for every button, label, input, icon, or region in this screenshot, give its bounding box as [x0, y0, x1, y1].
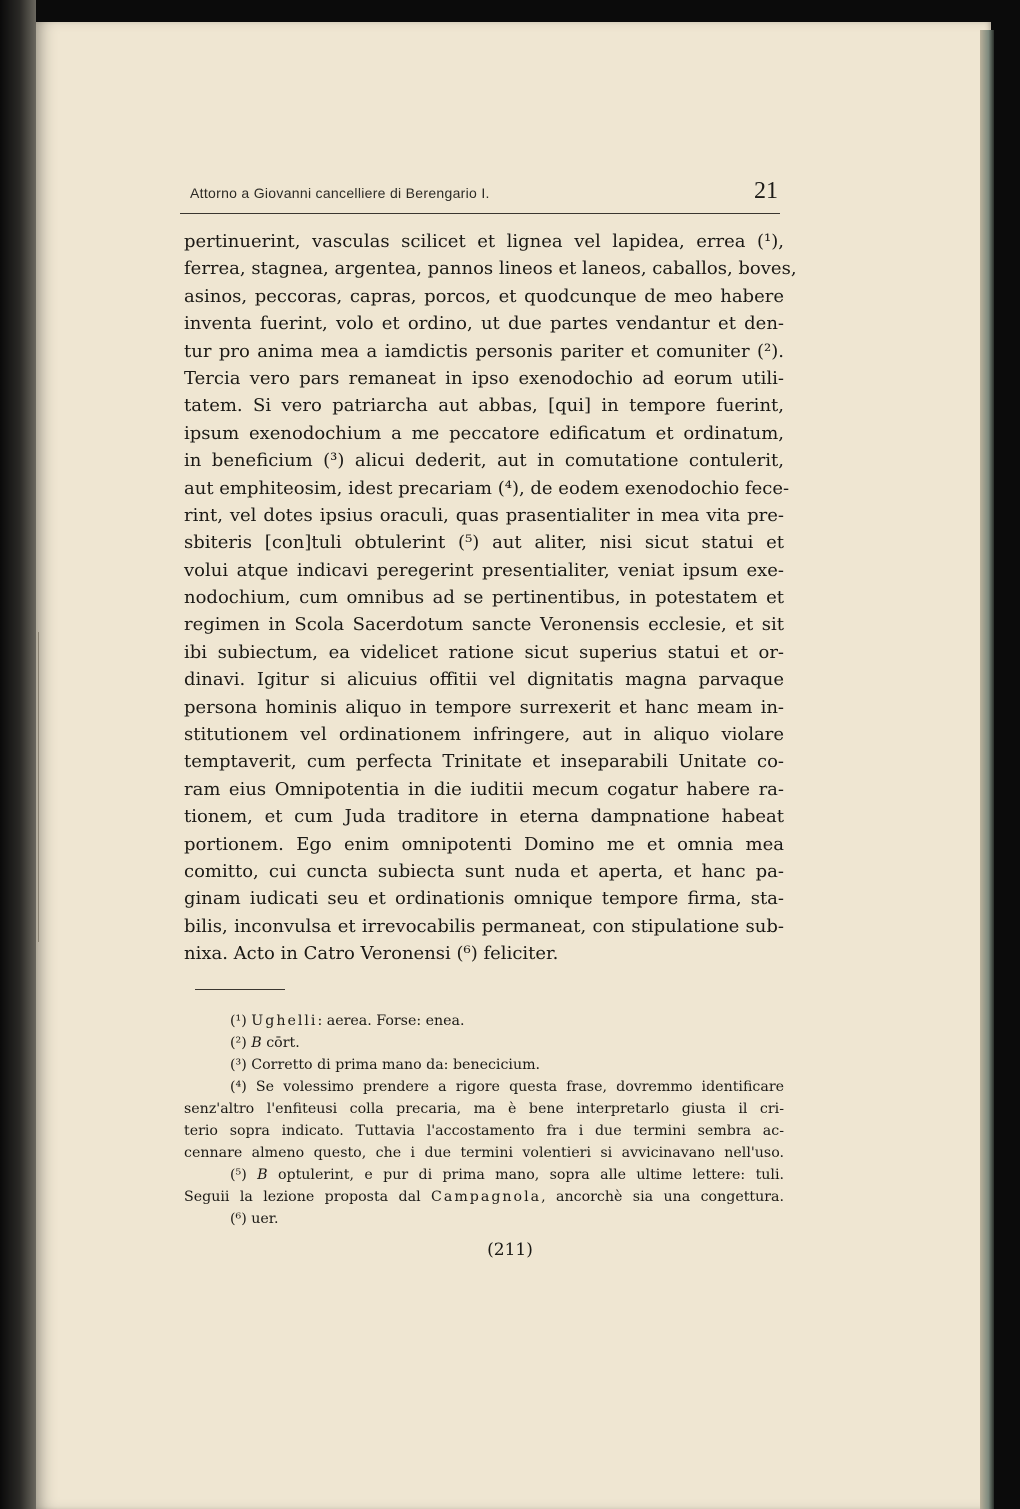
footnote-text: , ancorchè sia una congettura.	[541, 1189, 785, 1205]
footnote-mark: (¹)	[230, 1013, 247, 1029]
text-line: temptaverit, cum perfecta Trinitate et inseparabili Unitate co-	[184, 751, 784, 773]
page-number: 21	[754, 178, 778, 204]
footnote-mark: (⁵)	[230, 1167, 247, 1183]
signature-mark: (211)	[487, 1240, 533, 1260]
text-line: persona hominis aliquo in tempore surrexerit et hanc meam in-	[184, 696, 784, 718]
footnote-text: Seguii la lezione proposta dal	[184, 1189, 432, 1205]
text-line: comitto, cui cuncta subiecta sunt nuda et aperta, et hanc pa-	[184, 860, 784, 882]
text-line: pertinuerint, vasculas scilicet et lignea vel lapidea, errea (¹),	[184, 231, 784, 252]
text-line: nodochium, cum omnibus ad se pertinentibus, in potestatem et	[184, 587, 784, 609]
text-line: sbiteris [con]tuli obtulerint (⁵) aut aliter, nisi sicut statui et	[184, 532, 784, 554]
footnote-4-line-1	[184, 1076, 784, 1098]
text-line: rint, vel dotes ipsius oraculi, quas prasentialiter in mea vita pre-	[184, 504, 784, 526]
text-line: in beneficium (³) alicui dederit, aut in comutatione contulerit,	[184, 450, 784, 472]
text-line: ginam iudicati seu et ordinationis omnique tempore firma, sta-	[184, 888, 784, 910]
manuscript-siglum: B	[251, 1035, 262, 1051]
footnote-5-line-1	[184, 1164, 784, 1186]
footnote-mark: (⁴)	[230, 1079, 247, 1095]
text-line: ram eius Omnipotentia in die iuditii mecum cogatur habere ra-	[184, 778, 784, 800]
text-line: tatem. Si vero patriarcha aut abbas, [qui] in tempore fuerint,	[184, 395, 784, 417]
text-line: ipsum exenodochium a me peccatore edificatum et ordinatum,	[184, 422, 784, 444]
text-line: portionem. Ego enim omnipotenti Domino me et omnia mea	[184, 833, 784, 855]
footnote-3	[184, 1054, 784, 1076]
main-text-block	[184, 228, 797, 968]
text-line: asinos, peccoras, capras, porcos, et quodcunque de meo habere	[184, 285, 784, 307]
cited-author: Campagnola	[431, 1189, 542, 1205]
footnotes-block	[184, 1010, 784, 1230]
page-fore-edge	[980, 30, 994, 1509]
facing-page-edge	[0, 0, 36, 1509]
footnote-text: optulerint, e pur di prima mano, sopra alle ultime lettere: tuli.	[267, 1167, 784, 1183]
text-line: Tercia vero pars remaneat in ipso exenodochio ad eorum utili-	[184, 367, 784, 389]
footnote-text: Corretto di prima mano da: benecicium.	[246, 1057, 541, 1073]
text-line: ferrea, stagnea, argentea, pannos lineos et laneos, caballos, boves,	[184, 258, 797, 280]
footnote-6	[184, 1208, 784, 1230]
footnote-4-line-3: terio sopra indicato. Tuttavia l'accostamento fra i due termini sembra ac-	[184, 1123, 784, 1139]
footnote-2	[184, 1032, 784, 1054]
footnote-text: cōrt.	[261, 1035, 300, 1051]
footnote-1	[184, 1010, 784, 1032]
footnote-mark: (⁶)	[230, 1211, 247, 1227]
text-line: inventa fuerint, volo et ordino, ut due partes vendantur et den-	[184, 313, 784, 335]
text-line: nixa. Acto in Catro Veronensi (⁶) feliciter.	[184, 943, 559, 965]
footnote-4-line-4: cennare almeno questo, che i due termini volentieri si avvicinavano nell'uso.	[184, 1145, 784, 1161]
footnote-mark: (³)	[230, 1057, 247, 1073]
text-line: stitutionem vel ordinationem infringere, aut in aliquo violare	[184, 724, 784, 746]
footnote-text: uer.	[246, 1211, 279, 1227]
footnote-mark: (²)	[230, 1035, 247, 1051]
footnote-text: : aerea. Forse: enea.	[317, 1013, 465, 1029]
text-line: dinavi. Igitur si alicuius offitii vel dignitatis magna parvaque	[184, 669, 784, 691]
running-title: Attorno a Giovanni cancelliere di Berengario I.	[190, 185, 490, 201]
margin-pencil-line	[38, 632, 39, 942]
text-line: tionem, et cum Juda traditore in eterna dampnatione habeat	[184, 806, 784, 828]
text-line: bilis, inconvulsa et irrevocabilis permaneat, con stipulatione sub-	[184, 915, 784, 937]
text-line: regimen in Scola Sacerdotum sancte Veronensis ecclesie, et sit	[184, 614, 784, 636]
text-line: aut emphiteosim, idest precariam (⁴), de eodem exenodochio fece-	[184, 477, 790, 499]
footnote-4-line-2: senz'altro l'enfiteusi colla precaria, ma è bene interpretarlo giusta il cri-	[184, 1101, 784, 1117]
text-line: ibi subiectum, ea videlicet ratione sicut superius statui et or-	[184, 641, 784, 663]
footnote-text: Se volessimo prendere a rigore questa frase, dovremmo identificare	[246, 1079, 784, 1095]
manuscript-siglum: B	[257, 1167, 268, 1183]
header-rule	[180, 213, 780, 214]
text-line: tur pro anima mea a iamdictis personis pariter et comuniter (²).	[184, 340, 784, 362]
footnote-rule	[195, 989, 285, 990]
text-line: volui atque indicavi peregerint presentialiter, veniat ipsum exe-	[184, 559, 784, 581]
cited-author: Ughelli	[251, 1013, 318, 1029]
footnote-5-line-2	[184, 1186, 784, 1208]
